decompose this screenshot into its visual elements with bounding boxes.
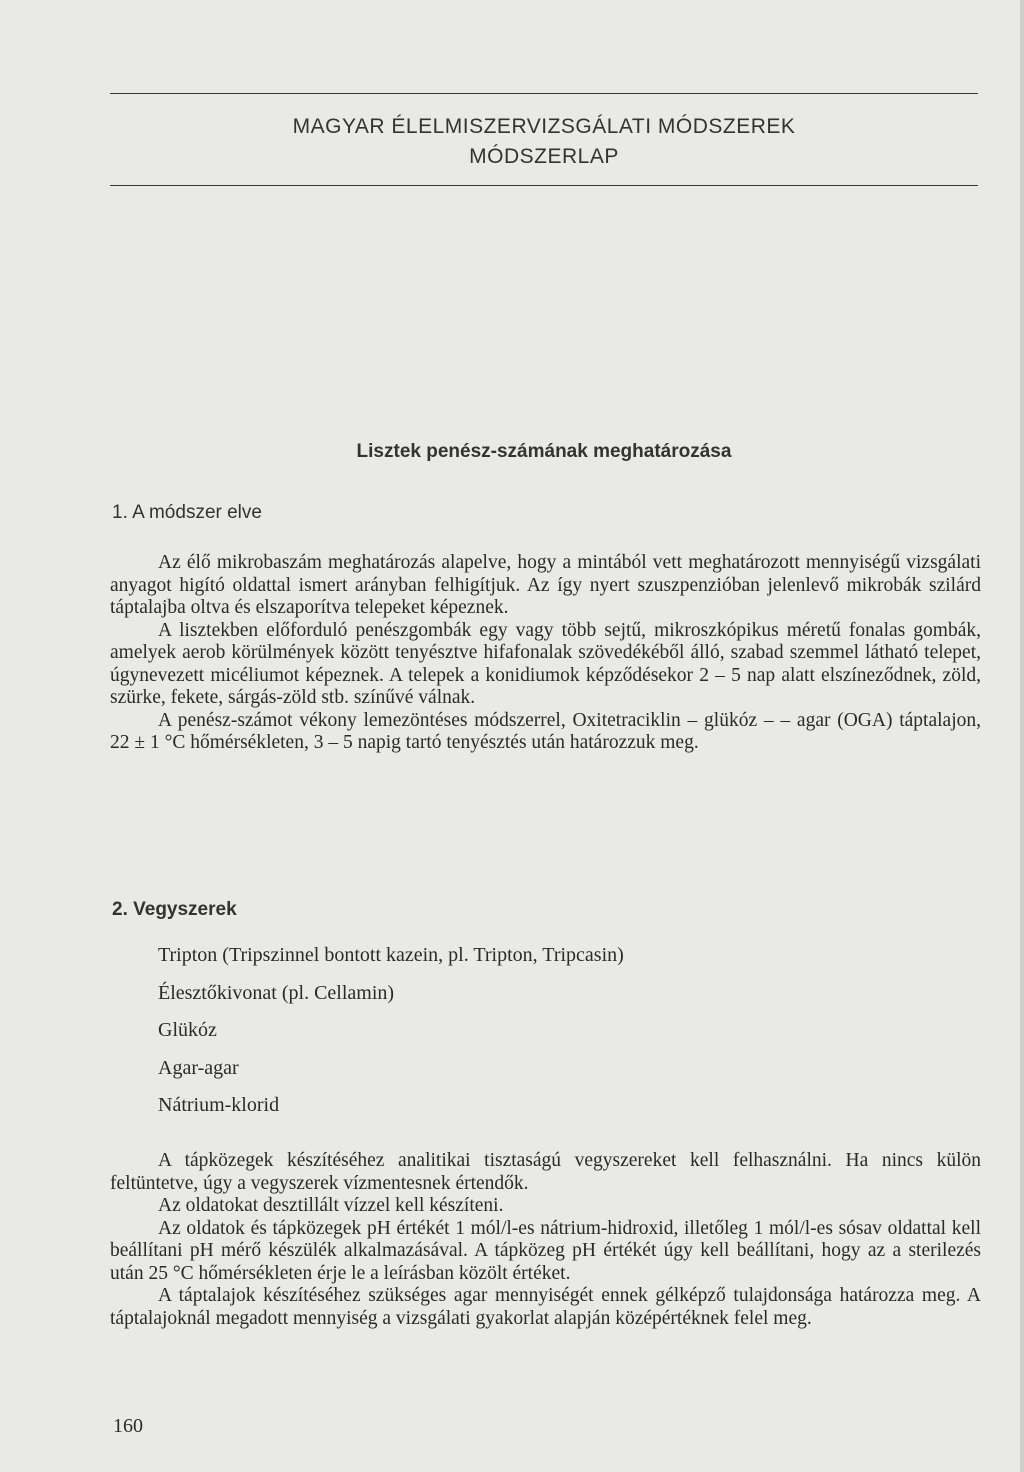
page-number: 160 xyxy=(113,1415,143,1437)
section-1-heading: 1. A módszer elve xyxy=(112,502,262,523)
paragraph: Az oldatok és tápközegek pH értékét 1 mól/l-es nátrium-hidroxid, illetőleg 1 mól/l-es sósav oldattal kell beállítani pH mérő készülék alkalmazásával. A tápközeg pH értékét úgy kell beállítani, hogy az a sterilezés után 25 °C hőmérsékleten érje le a leírásban közölt értéket. xyxy=(110,1217,981,1284)
header-subtitle: MÓDSZERLAP xyxy=(469,145,619,168)
section-2-heading: 2. Vegyszerek xyxy=(112,899,237,920)
section-1-body xyxy=(110,552,981,755)
list-item: Agar-agar xyxy=(158,1056,239,1079)
list-item: Nátrium-klorid xyxy=(158,1094,280,1116)
paragraph: A táptalajok készítéséhez szükséges agar mennyiségét ennek gélképző tulajdonsága határozza meg. A táptalajoknál megadott mennyiség a vizsgálati gyakorlat alapján középértéknek felel meg. xyxy=(110,1285,981,1329)
list-item: Élesztőkivonat (pl. Cellamin) xyxy=(158,981,395,1004)
paragraph: Az élő mikrobaszám meghatározás alapelve, hogy a mintából vett meghatározott mennyiségű vizsgálati anyagot higító oldattal ismert arányban felhigítjuk. Az így nyert szuszpenzióban jelenlevő mikrobák szilárd táptalajba oltva és elszaporítva telepeket képeznek. xyxy=(110,552,981,618)
header-title: MAGYAR ÉLELMISZERVIZSGÁLATI MÓDSZEREK xyxy=(292,115,796,138)
list-item: Tripton (Tripszinnel bontott kazein, pl. Tripton, Tripcasin) xyxy=(158,944,624,966)
paragraph: A penész-számot vékony lemezöntéses módszerrel, Oxitetraciklin – glükóz – – agar (OGA) táptalajon, 22 ± 1 °C hőmérsékleten, 3 – 5 napig tartó tenyésztés után határozzuk meg. xyxy=(110,709,981,753)
section-2-body xyxy=(110,1150,981,1330)
paragraph: Az oldatokat desztillált vízzel kell készíteni. xyxy=(158,1195,504,1216)
document-title: Lisztek penész-számának meghatározása xyxy=(356,441,732,462)
page-edge xyxy=(1020,0,1024,1472)
reagent-list xyxy=(158,944,624,1132)
paragraph: A tápközegek készítéséhez analitikai tisztaságú vegyszereket kell felhasználni. Ha nincs külön feltüntetve, úgy a vegyszerek vízmentesnek értendők. xyxy=(110,1150,981,1194)
header-rule-bottom xyxy=(110,185,978,186)
paragraph: A lisztekben előforduló penészgombák egy vagy több sejtű, mikroszkópikus méretű fonalas gombák, amelyek aerob körülmények között tenyésztve hifafonalak szövedékéből álló, szabad szemmel látható telepet, úgynevezett micéliumot képeznek. A telepek a konidiumok képződésekor 2 – 5 nap alatt elszíneződnek, zöld, szürke, fekete, sárgás-zöld stb. színűvé válnak. xyxy=(110,619,981,708)
list-item: Glükóz xyxy=(158,1019,217,1041)
header-rule-top xyxy=(110,93,978,94)
